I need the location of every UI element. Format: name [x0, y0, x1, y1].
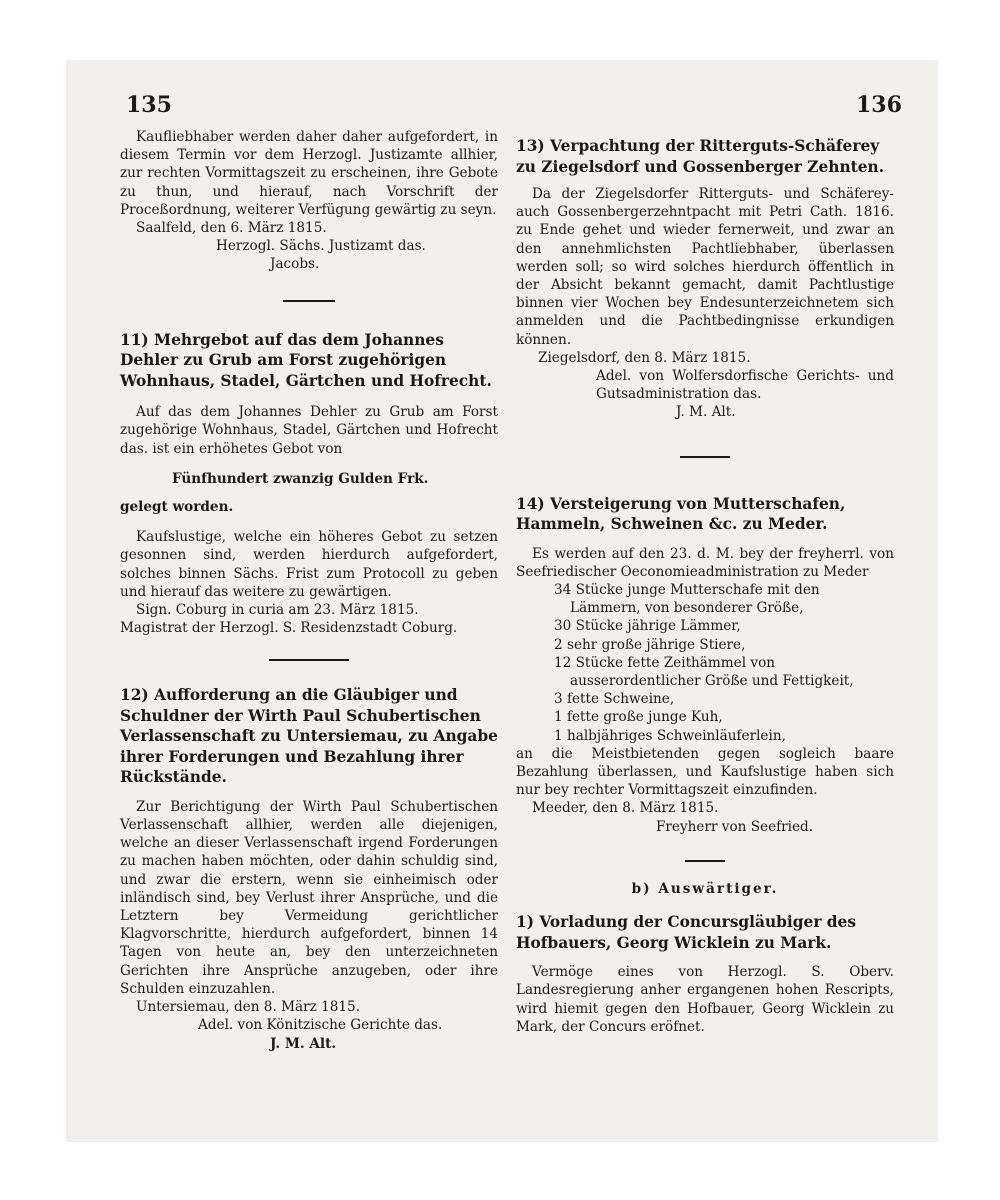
page-number-left: 135 — [126, 92, 172, 118]
notice-14-outro: an die Meistbietenden gegen sogleich baare Bezahlung überlassen, und Kaufslustige haben sich nur bey rechter Vormittagszeit einzufinden. — [516, 745, 894, 799]
notice-14-heading: 14) Versteigerung von Mutterschafen, Hammeln, Schweinen &c. zu Meder. — [516, 494, 846, 534]
notice-b1-para: Vermöge eines von Herzogl. S. Oberv. Landesregierung anher ergangenen hohen Rescripts, wird hiemit gegen den Hofbauer, Georg Wicklein zu Mark, der Concurs eröfnet. — [516, 964, 894, 1035]
separator-rule — [283, 300, 335, 302]
notice-14-intro: Es werden auf den 23. d. M. bey der freyherrl. von Seefriedischer Oeconomieadministration zu Meder — [516, 545, 894, 580]
page-number-right: 136 — [856, 92, 902, 118]
list-item: 12 Stücke fette Zeithämmel von ausserordentlicher Größe und Fettigkeit, — [554, 654, 854, 690]
notice-11-placed: gelegt worden. — [120, 498, 234, 515]
notice-11-heading: 11) Mehrgebot auf das dem Johannes Dehler zu Grub am Forst zugehörigen Wohnhaus, Stadel, Gärtchen und Hofrecht. — [120, 330, 492, 390]
separator-rule — [680, 456, 730, 458]
notice-13-date: Ziegelsdorf, den 8. März 1815. — [538, 349, 751, 366]
saalfeld-signer: Jacobs. — [270, 256, 320, 273]
list-item: 2 sehr große jährige Stiere, — [554, 636, 746, 653]
notice-12-authority: Adel. von Könitzische Gerichte das. — [198, 1017, 443, 1034]
list-item: 3 fette Schweine, — [554, 691, 675, 708]
notice-13 — [516, 136, 894, 422]
saalfeld-authority: Herzogl. Sächs. Justizamt das. — [216, 238, 426, 255]
separator-rule — [269, 659, 349, 661]
notice-14-date: Meeder, den 8. März 1815. — [532, 800, 719, 817]
list-item: 1 halbjähriges Schweinläuferlein, — [554, 727, 786, 744]
notice-12-para: Zur Berichtigung der Wirth Paul Schubertischen Verlassenschaft allhier, werden alle diejenigen, welche an dieser Verlassenschaft irgend Forderungen zu machen haben möchten, oder dahin schuldig sind, und zwar die erstern, wenn sie einheimisch oder inländisch sind, bey Verlust ihrer Ansprüche, und die Letztern bey Vermeidung gerichtlicher Klagvorschritte, hierdurch aufgefordert, binnen 14 Tagen von heute an, bey den unterzeichneten Gerichten ihre Ansprüche anzugeben, oder ihre Schulden einzuzahlen. — [120, 798, 498, 997]
notice-11-para1: Auf das dem Johannes Dehler zu Grub am Forst zugehörige Wohnhaus, Stadel, Gärtchen und Hofrecht das. ist ein erhöhetes Gebot von — [120, 404, 498, 457]
notice-b1-heading: 1) Vorladung der Concursgläubiger des Hofbauers, Georg Wicklein zu Mark. — [516, 913, 857, 952]
list-item: 34 Stücke junge Mutterschafe mit den Lämmern, von besonderer Größe, — [554, 582, 820, 617]
notice-11-amount: Fünfhundert zwanzig Gulden Frk. — [172, 470, 429, 487]
saalfeld-date: Saalfeld, den 6. März 1815. — [136, 220, 327, 237]
left-column — [120, 128, 498, 1053]
notice-13-para: Da der Ziegelsdorfer Ritterguts- und Schäferey- auch Gossenbergerzehntpacht mit Petri Cath. 1816. zu Ende gehet und wieder fernerweit, und zwar an den annehmlichsten Pachtliebhaber, überlassen werden soll; so wird solches hierdurch öffentlich in der Absicht bekannt gemacht, damit Pachtlustige binnen vier Wochen bey Endesunterzeichnetem sich anmelden und die Pachtbedingnisse erkundigen können. — [516, 186, 894, 348]
notice-11 — [120, 330, 498, 638]
notice-12 — [120, 685, 498, 1052]
notice-13-authority: Adel. von Wolfersdorfische Gerichts- und Gutsadministration das. — [596, 368, 894, 403]
livestock-list — [516, 581, 894, 745]
list-item: 1 fette große junge Kuh, — [554, 709, 723, 726]
notice-13-heading: 13) Verpachtung der Ritterguts-Schäferey zu Ziegelsdorf und Gossenberger Zehnten. — [516, 137, 885, 176]
notice-12-signer: J. M. Alt. — [270, 1035, 337, 1052]
right-column — [516, 136, 894, 1036]
list-item: 30 Stücke jährige Lämmer, — [554, 618, 741, 635]
notice-13-signer: J. M. Alt. — [676, 404, 736, 421]
notice-11-para2: Kaufslustige, welche ein höheres Gebot zu setzen gesonnen sind, werden hierdurch aufgefordert, solches binnen Sächs. Frist zum Protocoll zu geben und hierauf das weitere zu gewärtigen. — [120, 529, 498, 600]
separator-rule — [685, 860, 725, 862]
notice-11-authority: Magistrat der Herzogl. S. Residenzstadt Coburg. — [120, 620, 458, 637]
notice-11-sign: Sign. Coburg in curia am 23. März 1815. — [136, 601, 419, 618]
saalfeld-text: Kaufliebhaber werden daher daher aufgefordert, in diesem Termin vor dem Herzogl. Justizamte allhier, zur rechten Vormittagszeit zu erscheinen, ihre Gebote zu thun, und hierauf, nach Vorschrift der Proceßordnung, weiterer Verfügung gewärtig zu seyn. — [120, 129, 498, 218]
notice-b1 — [516, 912, 894, 1036]
notice-14-authority: Freyherr von Seefried. — [656, 818, 814, 835]
saalfeld-notice-continuation — [120, 128, 498, 274]
section-b-heading: b) Auswärtiger. — [631, 880, 779, 897]
notice-14 — [516, 494, 894, 836]
notice-12-date: Untersiemau, den 8. März 1815. — [136, 999, 361, 1016]
notice-12-heading: 12) Aufforderung an die Gläubiger und Schuldner der Wirth Paul Schubertischen Verlassenschaft zu Untersiemau, zu Angabe ihrer Forderungen und Bezahlung ihrer Rückstände. — [120, 686, 498, 787]
